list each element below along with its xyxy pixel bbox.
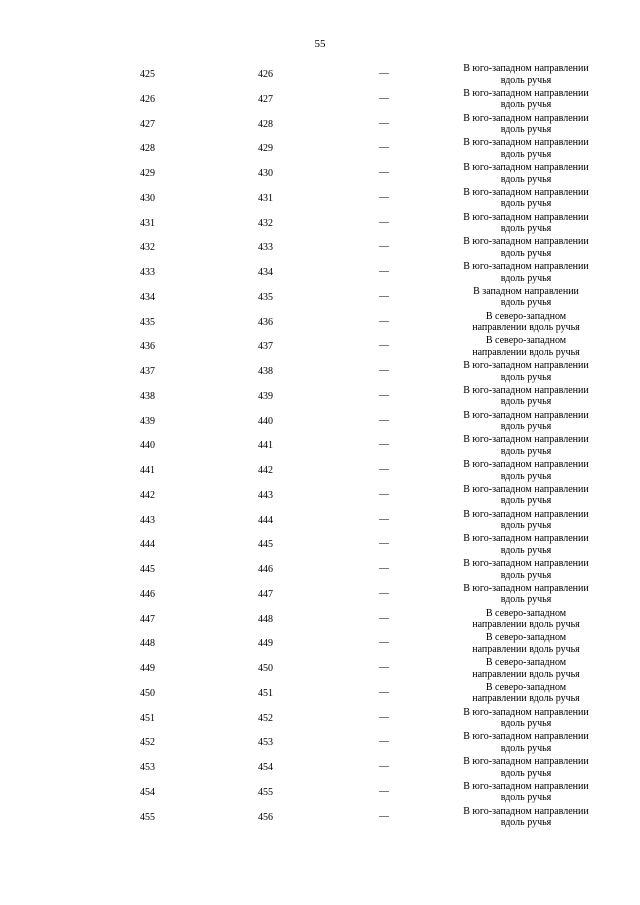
point-from: 438	[140, 390, 155, 402]
direction-description: В северо-западном направлении вдоль ручья	[472, 657, 580, 680]
point-from: 429	[140, 168, 155, 179]
distance-dash: —	[379, 662, 389, 673]
direction-description: В юго-западном направлении вдоль ручья	[463, 87, 589, 111]
distance-dash: —	[379, 290, 389, 302]
distance-dash: —	[379, 439, 389, 451]
point-to: 430	[258, 168, 273, 179]
direction-description: В юго-западном направлении вдоль ручья	[463, 533, 589, 556]
distance-dash: —	[379, 637, 389, 649]
table-row	[0, 113, 640, 138]
point-to: 448	[258, 613, 273, 625]
direction-description: В юго-западном направлении вдоль ручья	[463, 261, 589, 284]
point-from: 431	[140, 217, 155, 229]
table-row	[0, 63, 640, 88]
table-row	[0, 137, 640, 162]
table-row	[0, 657, 640, 682]
distance-dash: —	[379, 711, 389, 723]
distance-dash: —	[379, 464, 389, 475]
direction-description: В северо-западном направлении вдоль ручья	[472, 335, 580, 358]
point-to: 437	[258, 341, 273, 353]
table-row	[0, 286, 640, 311]
point-to: 450	[258, 663, 273, 674]
direction-description: В северо-западном направлении вдоль ручья	[472, 681, 580, 705]
direction-description: В юго-западном направлении вдоль ручья	[463, 409, 589, 432]
point-to: 429	[258, 143, 273, 155]
table-row	[0, 731, 640, 756]
direction-description: В юго-западном направлении вдоль ручья	[463, 360, 589, 383]
table-row	[0, 682, 640, 707]
table-row	[0, 608, 640, 633]
table-row	[0, 261, 640, 286]
point-to: 455	[258, 786, 273, 798]
direction-description: В юго-западном направлении вдоль ручья	[463, 582, 589, 606]
distance-dash: —	[379, 810, 389, 822]
point-to: 445	[258, 539, 273, 551]
distance-dash: —	[379, 736, 389, 748]
point-to: 451	[258, 687, 273, 699]
distance-dash: —	[379, 538, 389, 550]
table-row	[0, 781, 640, 806]
direction-description: В северо-западном направлении вдоль ручья	[472, 607, 580, 630]
table-row	[0, 236, 640, 261]
point-to: 456	[258, 811, 273, 823]
point-from: 447	[140, 613, 155, 625]
point-from: 446	[140, 588, 155, 600]
table-row	[0, 484, 640, 509]
distance-dash: —	[379, 414, 389, 426]
boundary-table	[0, 63, 640, 830]
point-to: 452	[258, 712, 273, 724]
direction-description: В юго-западном направлении вдоль ручья	[463, 112, 589, 135]
point-to: 435	[258, 291, 273, 303]
point-to: 432	[258, 217, 273, 229]
direction-description: В юго-западном направлении вдоль ручья	[463, 137, 589, 160]
point-from: 425	[140, 69, 155, 80]
point-from: 443	[140, 514, 155, 526]
point-from: 444	[140, 539, 155, 551]
point-from: 430	[140, 192, 155, 204]
point-to: 454	[258, 762, 273, 773]
table-row	[0, 88, 640, 113]
point-to: 447	[258, 588, 273, 600]
table-row	[0, 335, 640, 360]
point-to: 453	[258, 737, 273, 749]
table-row	[0, 434, 640, 459]
table-row	[0, 509, 640, 534]
point-to: 449	[258, 638, 273, 650]
table-row	[0, 632, 640, 657]
distance-dash: —	[379, 68, 389, 79]
point-to: 440	[258, 415, 273, 427]
distance-dash: —	[379, 315, 389, 327]
table-row	[0, 583, 640, 608]
point-from: 445	[140, 564, 155, 575]
distance-dash: —	[379, 488, 389, 500]
point-from: 428	[140, 143, 155, 155]
direction-description: В юго-западном направлении вдоль ручья	[463, 186, 589, 210]
distance-dash: —	[379, 563, 389, 574]
distance-dash: —	[379, 686, 389, 698]
distance-dash: —	[379, 513, 389, 525]
direction-description: В юго-западном направлении вдоль ручья	[463, 384, 589, 408]
point-to: 427	[258, 93, 273, 105]
distance-dash: —	[379, 117, 389, 129]
page-number: 55	[314, 38, 326, 50]
direction-description: В западном направлении вдоль ручья	[473, 285, 579, 309]
table-row	[0, 558, 640, 583]
distance-dash: —	[379, 241, 389, 253]
point-to: 426	[258, 69, 273, 80]
point-to: 436	[258, 316, 273, 328]
point-from: 437	[140, 366, 155, 377]
point-to: 434	[258, 267, 273, 278]
point-from: 452	[140, 737, 155, 749]
table-row	[0, 410, 640, 435]
point-from: 440	[140, 440, 155, 452]
point-from: 436	[140, 341, 155, 353]
table-row	[0, 533, 640, 558]
point-from: 442	[140, 489, 155, 501]
point-to: 439	[258, 390, 273, 402]
direction-description: В северо-западном направлении вдоль ручья	[472, 632, 580, 655]
table-row	[0, 360, 640, 385]
table-row	[0, 385, 640, 410]
point-from: 448	[140, 638, 155, 650]
direction-description: В юго-западном направлении вдоль ручья	[463, 558, 589, 581]
direction-description: В северо-западном направлении вдоль ручья	[472, 310, 580, 333]
point-to: 438	[258, 366, 273, 377]
point-from: 427	[140, 118, 155, 130]
direction-description: В юго-западном направлении вдоль ручья	[463, 805, 589, 828]
table-row	[0, 212, 640, 237]
point-from: 455	[140, 811, 155, 823]
distance-dash: —	[379, 761, 389, 772]
point-from: 433	[140, 267, 155, 278]
table-row	[0, 459, 640, 484]
direction-description: В юго-западном направлении вдоль ручья	[463, 780, 589, 804]
distance-dash: —	[379, 365, 389, 376]
point-from: 435	[140, 316, 155, 328]
point-from: 439	[140, 415, 155, 427]
point-to: 431	[258, 192, 273, 204]
point-from: 451	[140, 712, 155, 724]
direction-description: В юго-западном направлении вдоль ручья	[463, 211, 589, 234]
direction-description: В юго-западном направлении вдоль ручья	[463, 508, 589, 531]
distance-dash: —	[379, 587, 389, 599]
point-to: 446	[258, 564, 273, 575]
distance-dash: —	[379, 191, 389, 203]
table-row	[0, 756, 640, 781]
distance-dash: —	[379, 612, 389, 624]
distance-dash: —	[379, 785, 389, 797]
table-row	[0, 162, 640, 187]
point-to: 428	[258, 118, 273, 130]
point-from: 449	[140, 663, 155, 674]
distance-dash: —	[379, 340, 389, 352]
distance-dash: —	[379, 92, 389, 104]
table-row	[0, 806, 640, 831]
distance-dash: —	[379, 266, 389, 277]
point-to: 444	[258, 514, 273, 526]
table-row	[0, 187, 640, 212]
direction-description: В юго-западном направлении вдоль ручья	[463, 483, 589, 507]
distance-dash: —	[379, 389, 389, 401]
direction-description: В юго-западном направлении вдоль ручья	[463, 162, 589, 185]
direction-description: В юго-западном направлении вдоль ручья	[463, 756, 589, 779]
point-to: 433	[258, 242, 273, 254]
distance-dash: —	[379, 142, 389, 154]
point-from: 454	[140, 786, 155, 798]
point-to: 442	[258, 465, 273, 476]
direction-description: В юго-западном направлении вдоль ручья	[463, 459, 589, 482]
point-from: 441	[140, 465, 155, 476]
table-row	[0, 311, 640, 336]
point-from: 450	[140, 687, 155, 699]
direction-description: В юго-западном направлении вдоль ручья	[463, 731, 589, 754]
point-from: 432	[140, 242, 155, 254]
point-from: 453	[140, 762, 155, 773]
table-row	[0, 707, 640, 732]
distance-dash: —	[379, 216, 389, 228]
direction-description: В юго-западном направлении вдоль ручья	[463, 434, 589, 457]
direction-description: В юго-западном направлении вдоль ручья	[463, 706, 589, 729]
point-from: 426	[140, 93, 155, 105]
point-from: 434	[140, 291, 155, 303]
point-to: 443	[258, 489, 273, 501]
point-to: 441	[258, 440, 273, 452]
distance-dash: —	[379, 167, 389, 178]
direction-description: В юго-западном направлении вдоль ручья	[463, 236, 589, 259]
direction-description: В юго-западном направлении вдоль ручья	[463, 63, 589, 86]
